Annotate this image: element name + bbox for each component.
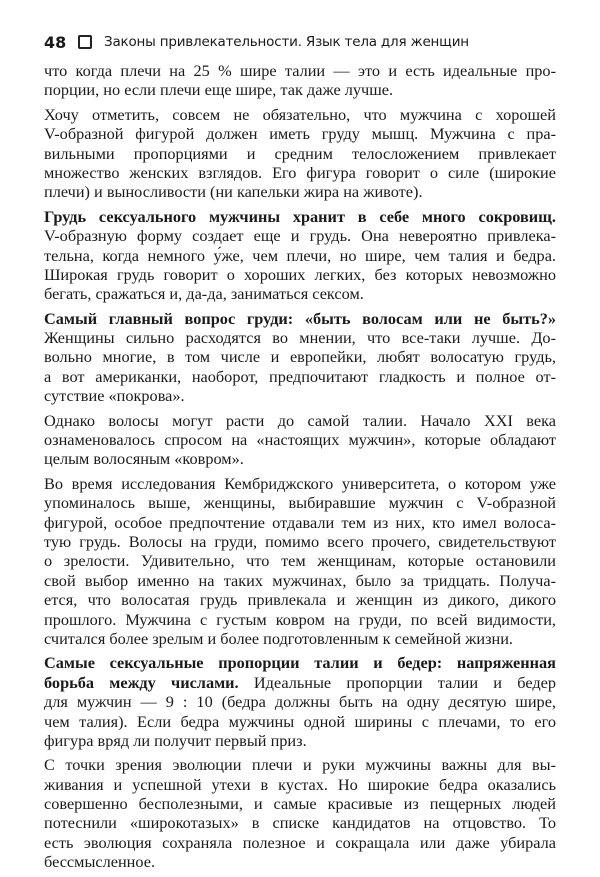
line-text: потеснили «широкотазых» в списке кандидатов на отцовство. То (44, 813, 556, 833)
page-number: 48 (44, 32, 67, 52)
line-text: Идеальные пропорции талии и бедер (238, 672, 556, 692)
line-text: Женщины сильно расходятся во мнении, что все-таки лучше. До- (44, 328, 556, 348)
line-text: ется, что волосатая грудь привлекала и женщин из дикого, дикого (44, 590, 556, 610)
text-line (44, 813, 556, 832)
line-text: целым волосяным «ковром». (44, 449, 244, 469)
line-text: считался более зрелым и более подготовленным к семейной жизни. (44, 628, 513, 648)
text-line (44, 449, 556, 468)
line-text: С точки зрения эволюции плечи и руки мужчины важны для вы- (44, 755, 556, 775)
text-line (44, 163, 556, 182)
line-text: прошлого. Мужчина с густым ковром на груди, по всей видимости, (44, 609, 556, 629)
bold-lead-text: Грудь сексуального мужчины хранит в себе много сокровищ. (44, 206, 556, 226)
line-text: а вот американки, наоборот, предпочитают гладкость и полное от- (44, 366, 556, 386)
line-text: множество женских взглядов. Его фигура говорит о силе (широкие (44, 162, 556, 182)
paragraph (44, 474, 556, 649)
line-text: плечи) и выносливости (ни капельки жира на животе). (44, 182, 423, 202)
text-line (44, 207, 556, 226)
text-line (44, 775, 556, 794)
text-line (44, 692, 556, 711)
text-line (44, 551, 556, 570)
line-text: упоминалось выше, женщины, выбиравшие мужчин с V-образной (44, 493, 556, 513)
text-line (44, 124, 556, 143)
text-line (44, 367, 556, 386)
line-text: Широкая грудь говорит о хороших легких, без которых невозможно (44, 264, 556, 284)
paragraph (44, 755, 556, 871)
text-line (44, 386, 556, 405)
square-bullet-icon (78, 35, 92, 49)
text-line (44, 328, 556, 347)
line-text: Хочу отметить, совсем не обязательно, что мужчина с хорошей (44, 104, 556, 124)
bold-lead-text: борьба между числами. (44, 672, 239, 692)
text-line (44, 590, 556, 609)
line-text: бегать, сражаться и, да-да, заниматься сексом. (44, 284, 364, 304)
line-text: свой выбор именно на таких мужчинах, было за тридцать. Получа- (44, 570, 556, 590)
text-line (44, 610, 556, 629)
line-text: фигура вряд ли получит первый приз. (44, 730, 307, 750)
line-text: вольно многие, в том числе и европейки, любят волосатую грудь, (44, 347, 556, 367)
line-text: V-образной фигурой должен иметь груду мышц. Мужчина с пра- (44, 124, 556, 144)
text-line (44, 852, 556, 871)
line-text: V-образную форму создает еще и грудь. Она невероятно привлека- (44, 226, 556, 246)
text-line (44, 513, 556, 532)
paragraph (44, 653, 556, 750)
bold-lead-text: Самые сексуальные пропорции талии и бедер: напряженная (44, 653, 556, 673)
text-line (44, 284, 556, 303)
line-text: ознаменовалось спросом на «настоящих мужчин», которые обладают (44, 430, 556, 450)
paragraph (44, 61, 556, 100)
text-line (44, 411, 556, 430)
text-line (44, 80, 556, 99)
text-line (44, 571, 556, 590)
text-line (44, 246, 556, 265)
text-line (44, 265, 556, 284)
page-body (44, 61, 556, 877)
line-text: для мужчин — 9 : 10 (бедра должны быть на одну десятую шире, (44, 692, 556, 712)
line-text: тую грудь. Волосы на груди, помимо всего прочего, свидетельствуют (44, 531, 556, 551)
paragraph (44, 309, 556, 406)
paragraph (44, 411, 556, 469)
text-line (44, 144, 556, 163)
text-line (44, 182, 556, 201)
line-text: что когда плечи на 25 % шире талии — это и есть идеальные про- (44, 61, 556, 80)
line-text: о зрелости. Удивительно, что тем женщинам, которые остановили (44, 551, 556, 571)
text-line (44, 309, 556, 328)
line-text: фигурой, особое предпочтение отдавали тем из них, кто имел волоса- (44, 512, 556, 532)
line-text: Однако волосы могут расти до самой талии. Начало XXI века (44, 410, 556, 430)
running-title: Законы привлекательности. Язык тела для женщин (104, 34, 469, 50)
line-text: вильными пропорциями и средним телосложением привлекает (44, 143, 556, 163)
line-text: Во время исследования Кембриджского университета, о котором уже (44, 473, 556, 493)
line-text: сутствие «покрова». (44, 386, 185, 406)
text-line (44, 347, 556, 366)
paragraph (44, 207, 556, 304)
bold-lead-text: Самый главный вопрос груди: «быть волосам или не быть?» (44, 308, 556, 328)
line-text: порции, но если плечи еще шире, так даже лучше. (44, 80, 394, 100)
line-text: совершенно бесполезными, и самые красивые из пещерных людей (44, 794, 556, 814)
line-text: чем талия). Если бедра мужчины одной ширины с плечами, то его (44, 711, 556, 731)
line-text: бессмысленное. (44, 852, 156, 872)
line-text: тельна, когда немного у́же, чем плечи, но шире, чем талия и бедра. (44, 245, 556, 265)
running-header (44, 31, 469, 53)
text-line (44, 653, 556, 672)
text-line (44, 833, 556, 852)
text-line (44, 105, 556, 124)
text-line (44, 474, 556, 493)
text-line (44, 731, 556, 750)
text-line (44, 61, 556, 80)
text-line (44, 430, 556, 449)
line-text: живания и успешной утехи в кустах. Но широкие бедра оказались (44, 774, 556, 794)
paragraph (44, 105, 556, 202)
text-line (44, 226, 556, 245)
text-line (44, 532, 556, 551)
line-text: есть эволюция сохраняла полезное и сокращала или даже убирала (44, 832, 556, 852)
text-line (44, 629, 556, 648)
text-line (44, 794, 556, 813)
text-line (44, 673, 556, 692)
text-line (44, 755, 556, 774)
text-line (44, 493, 556, 512)
text-line (44, 712, 556, 731)
